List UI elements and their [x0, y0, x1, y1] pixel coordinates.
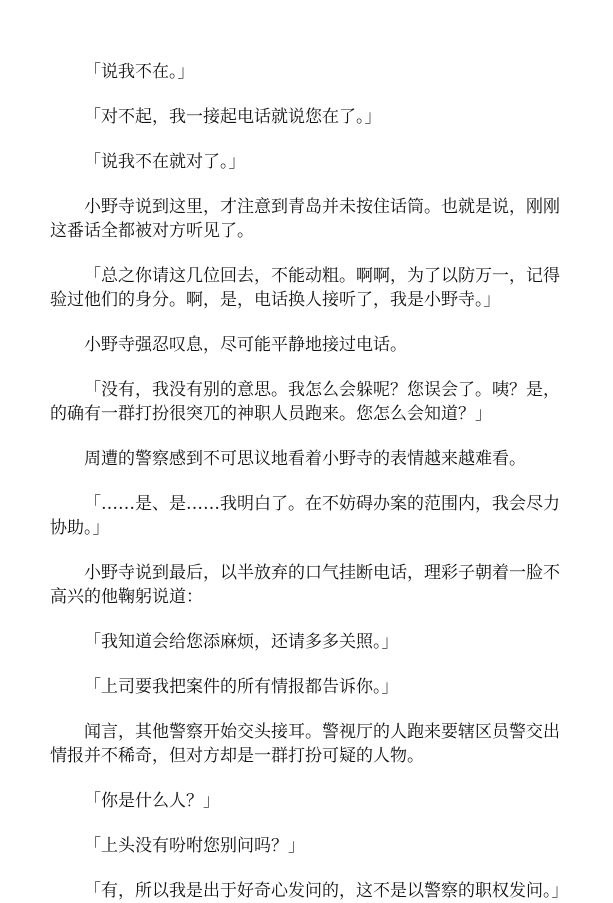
paragraph: 「有，所以我是出于好奇心发问的，这不是以警察的职权发问。」 — [84, 881, 569, 901]
paragraph: 小野寺说到最后，以半放弃的口气挂断电话，理彩子朝着一脸不高兴的他鞠躬说道： — [50, 563, 560, 607]
paragraph: 「我知道会给您添麻烦，还请多多关照。」 — [84, 632, 399, 652]
paragraph: 「上头没有吩咐您别问吗？」 — [84, 836, 305, 856]
paragraph: 「说我不在。」 — [84, 62, 195, 82]
paragraph: 「总之你请这几位回去，不能动粗。啊啊，为了以防万一，记得验过他们的身分。啊，是，电话换人接听了，我是小野寺。」 — [50, 266, 560, 310]
paragraph: 周遭的警察感到不可思议地看着小野寺的表情越来越难看。 — [84, 449, 526, 469]
paragraph: 小野寺说到这里，才注意到青岛并未按住话筒。也就是说，刚刚这番话全都被对方听见了。 — [50, 197, 560, 241]
paragraph: 小野寺强忍叹息，尽可能平静地接过电话。 — [84, 335, 407, 355]
paragraph: 「……是、是……我明白了。在不妨碍办案的范围内，我会尽力协助。」 — [50, 494, 560, 538]
paragraph: 「对不起，我一接起电话就说您在了。」 — [84, 107, 382, 127]
paragraph: 闻言，其他警察开始交头接耳。警视厅的人跑来要辖区员警交出情报并不稀奇，但对方却是一群打扮可疑的人物。 — [50, 722, 560, 766]
paragraph: 「说我不在就对了。」 — [84, 152, 246, 172]
paragraph: 「你是什么人？」 — [84, 791, 220, 811]
paragraph: 「上司要我把案件的所有情报都告诉你。」 — [84, 677, 399, 697]
paragraph: 「没有，我没有别的意思。我怎么会躲呢？您误会了。咦？是，的确有一群打扮很突兀的神职人员跑来。您怎么会知道？」 — [50, 380, 560, 424]
